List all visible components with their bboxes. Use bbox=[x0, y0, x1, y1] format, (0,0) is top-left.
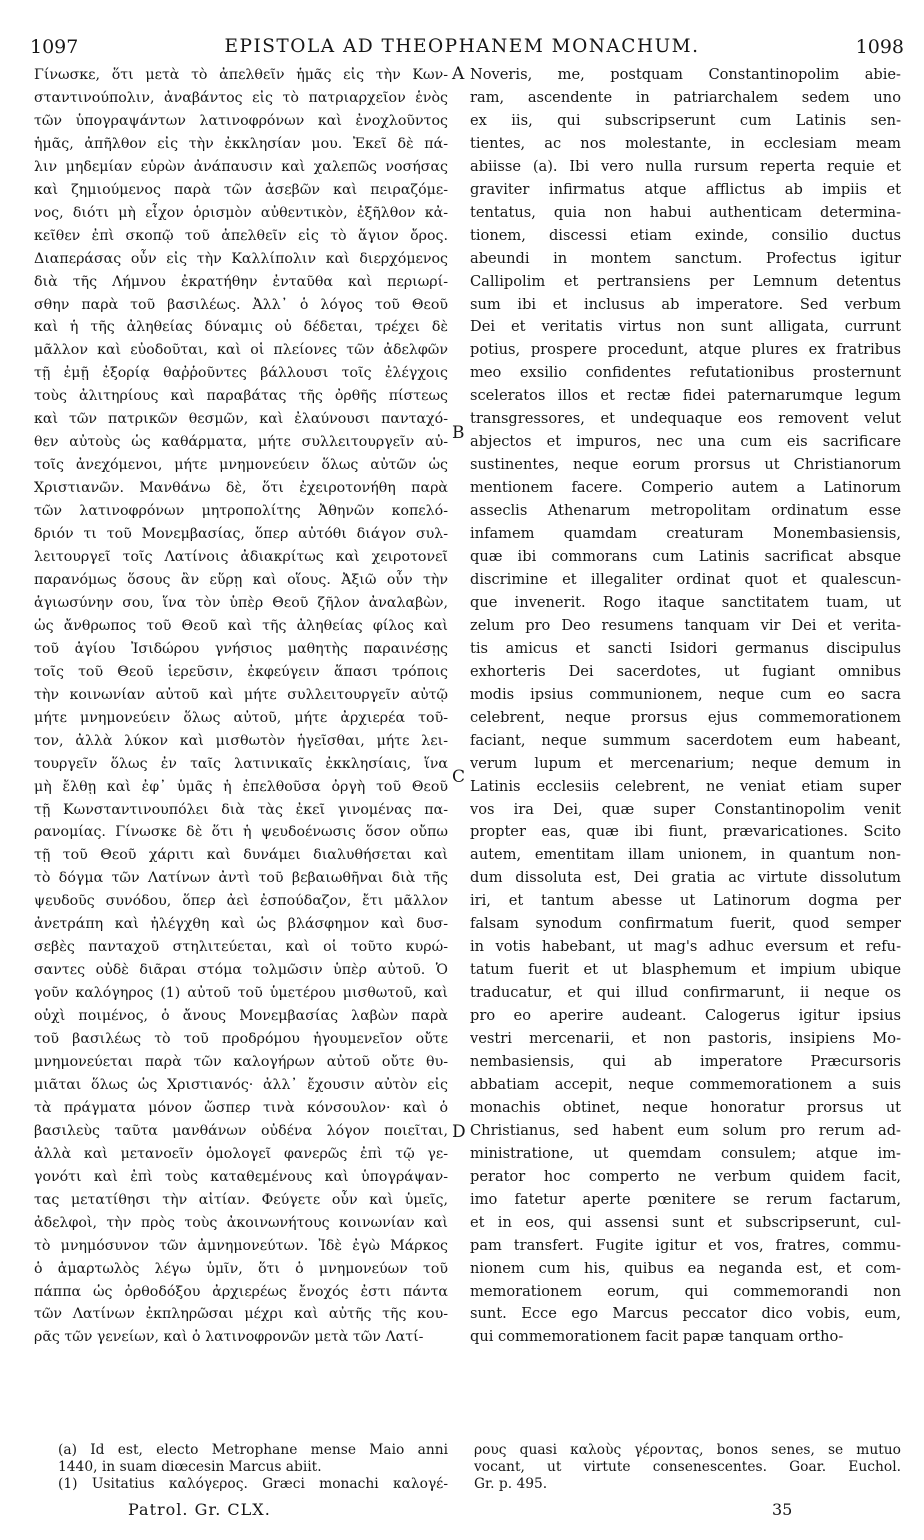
latin-text-line: mentionem facere. Comperio autem a Latinorum bbox=[470, 479, 901, 497]
margin-letter-c: C bbox=[452, 767, 466, 787]
greek-text-line: παρανόμως ὅσους ἂν εὕρῃ καὶ οἵους. Ἀξιῶ οὖν τὴν bbox=[34, 571, 448, 588]
latin-text-line: falsam synodum confirmatum fuerit, quod semper bbox=[470, 915, 901, 933]
latin-text-line: ram, ascendente in patriarchalem sedem uno bbox=[470, 88, 901, 106]
margin-letter-b: B bbox=[452, 423, 465, 443]
greek-text-line: ἀδελφοὶ, τὴν πρὸς τοὺς ἀκοινωνήτους κοινωνίαν καὶ bbox=[34, 1214, 448, 1231]
latin-text-line: vestri mercenarii, et non pastoris, insipiens Mo- bbox=[470, 1030, 901, 1048]
footnote-line: (1) Usitatius καλόγερος. Græci monachi καλογέ- bbox=[58, 1476, 448, 1492]
greek-text-line: τῇ τοῦ Θεοῦ χάριτι καὶ δυνάμει διαλυθήσεται καὶ bbox=[34, 847, 448, 864]
greek-text-line: τὸ δόγμα τῶν Λατίνων ἀντὶ τοῦ βεβαιωθῆναι διὰ τῆς bbox=[34, 870, 448, 887]
greek-text-line: τὰ πράγματα μόνον ὥσπερ τινὰ κόνσουλον· καὶ ὁ bbox=[34, 1099, 448, 1116]
latin-text-line: et in eos, qui assensi sunt et subscripserunt, cul- bbox=[470, 1213, 901, 1231]
margin-letter-a: A bbox=[452, 64, 465, 84]
greek-text-line: τῇ Κωνσταντινουπόλει διὰ τὰς ἐκεῖ γινομένας πα- bbox=[34, 801, 448, 818]
latin-text-line: asseclis Athenarum metropolitam ordinatum esse bbox=[470, 502, 901, 520]
footnotes-left bbox=[58, 1442, 448, 1493]
greek-text-line: Χριστιανῶν. Μανθάνω δὲ, ὅτι ἐχειροτονήθη παρὰ bbox=[34, 480, 448, 497]
signature-mark: Patrol. Gr. CLX. bbox=[128, 1500, 271, 1519]
greek-text-line: ἀνετράπη καὶ ἠλέγχθη καὶ ὡς βλάσφημον καὶ δυσ- bbox=[34, 916, 448, 933]
latin-text-line: iri, et tantum abesse ut Latinorum dogma per bbox=[470, 892, 901, 910]
greek-text-line: μιᾶται ὅλως ὡς Χριστιανός· ἀλλ᾽ ἔχουσιν αὐτὸν εἰς bbox=[34, 1076, 448, 1093]
greek-text-line: σθην παρὰ τοῦ βασιλέως. Ἀλλ᾽ ὁ λόγος τοῦ Θεοῦ bbox=[34, 296, 448, 313]
greek-text-line: Γίνωσκε, ὅτι μετὰ τὸ ἀπελθεῖν ἡμᾶς εἰς τὴν Κων- bbox=[34, 67, 448, 83]
greek-text-line: τουργεῖν ὅλως ἐν ταῖς λατινικαῖς ἐκκλησίαις, ἵνα bbox=[34, 755, 448, 772]
footnote-line: vocant, ut virtute consenescentes. Goar. Euchol. bbox=[474, 1459, 901, 1475]
greek-text-line: καὶ ζημιούμενος παρὰ τῶν ἀσεβῶν καὶ πειραζόμε- bbox=[34, 181, 448, 198]
latin-text-line: nembasiensis, qui ab imperatore Præcursoris bbox=[470, 1052, 901, 1070]
latin-text-column bbox=[470, 64, 901, 1349]
latin-text-line: qui commemorationem facit papæ tanquam ortho- bbox=[470, 1328, 844, 1346]
latin-text-line: traducatur, et qui illud confirmarunt, ii neque os bbox=[470, 984, 901, 1002]
greek-text-line: τον, ἀλλὰ λύκον καὶ μισθωτὸν ἡγεῖσθαι, μήτε λει- bbox=[34, 732, 448, 749]
latin-text-line: transgressores, et undequaque eos removent velut bbox=[470, 410, 901, 428]
greek-text-line: σεβὲς πανταχοῦ στηλιτεύεται, καὶ οἱ τοῦτο κυρώ- bbox=[34, 939, 448, 956]
greek-text-line: ὡς ἄνθρωπος τοῦ Θεοῦ καὶ τῆς ἀληθείας φίλος καὶ bbox=[34, 617, 448, 634]
latin-text-line: autem, ementitam illam unionem, in quantum non- bbox=[470, 846, 901, 864]
latin-text-line: tis amicus et sancti Isidori germanus discipulus bbox=[470, 639, 901, 657]
greek-text-line: οὐχὶ ποιμένος, ὁ ἄνους Μονεμβασίας λαβὼν παρὰ bbox=[34, 1008, 448, 1025]
greek-text-line: μνημονεύεται παρὰ τῶν καλογήρων αὐτοῦ οὔτε θυ- bbox=[34, 1053, 448, 1070]
greek-text-line: μήτε μνημονεύειν ὅλως αὐτοῦ, μήτε ἀρχιερέα τοῦ- bbox=[34, 709, 448, 726]
greek-text-line: γοῦν καλόγηρος (1) αὐτοῦ τοῦ ὑμετέρου μισθωτοῦ, καὶ bbox=[34, 985, 448, 1002]
greek-text-column bbox=[34, 64, 448, 1349]
greek-text-line: γονότι καὶ ἐπὶ τοὺς καταθεμένους καὶ ὑπογράψαν- bbox=[34, 1168, 448, 1185]
latin-text-line: zelum pro Deo resumens tanquam vir Dei et verita- bbox=[470, 616, 901, 634]
footnote-line: (a) Id est, electo Metrophane mense Maio anni bbox=[58, 1442, 448, 1458]
latin-text-line: infamem quamdam creaturam Monembasiensis, bbox=[470, 525, 901, 543]
greek-text-line: ἁγιωσύνην σου, ἵνα τὸν ὑπὲρ Θεοῦ ζῆλον ἀναλαβὼν, bbox=[34, 594, 448, 611]
latin-text-line: faciant, neque summum sacerdotem eum habeant, bbox=[470, 731, 901, 749]
greek-text-line: λειτουργεῖ τοῖς Λατίνοις ἀδιακρίτως καὶ χειροτονεῖ bbox=[34, 549, 448, 566]
greek-text-line: τοὺς ἀλιτηρίους καὶ παραβάτας τῆς ὀρθῆς πίστεως bbox=[34, 388, 448, 405]
latin-text-line: dum dissoluta est, Dei gratia ac virtute dissolutum bbox=[470, 869, 901, 887]
greek-text-line: σαντες οὐδὲ διᾶραι στόμα τολμῶσιν ὑπὲρ αὐτοῦ. Ὁ bbox=[34, 962, 448, 979]
footnote-line: ρους quasi καλοὺς γέροντας, bonos senes, se mutuo bbox=[474, 1442, 901, 1458]
greek-text-line: ἀλλὰ καὶ μετανοεῖν ὁμολογεῖ φανερῶς ἐπὶ τῷ γε- bbox=[34, 1145, 448, 1162]
latin-text-line: nionem cum his, quibus ea neganda est, et com- bbox=[470, 1259, 901, 1277]
latin-text-line: abjectos et impuros, nec una cum eis sacrificare bbox=[470, 433, 901, 451]
greek-text-line: θεν αὐτοὺς ὡς καθάρματα, μήτε συλλειτουργεῖν αὐ- bbox=[34, 434, 448, 451]
latin-text-line: quæ ibi commorans cum Latinis sacrificat absque bbox=[470, 548, 901, 566]
running-title: EPISTOLA AD THEOPHANEM MONACHUM. bbox=[224, 36, 700, 57]
latin-text-line: abbatiam accepit, neque commemorationem a suis bbox=[470, 1075, 901, 1093]
greek-text-line: τοῦ ἁγίου Ἰσιδώρου γνήσιος μαθητὴς παραινέσῃς bbox=[34, 640, 448, 657]
greek-text-line: βασιλεὺς ταῦτα μανθάνων οὐδένα λόγον ποιεῖται, bbox=[34, 1122, 448, 1139]
greek-text-line: καὶ ἡ τῆς ἀληθείας δύναμις οὐ δέδεται, τρέχει δὲ bbox=[34, 319, 448, 336]
latin-text-line: vos ira Dei, quæ super Constantinopolim venit bbox=[470, 800, 901, 818]
latin-text-line: tentatus, quia non habui authenticam determina- bbox=[470, 203, 901, 221]
greek-text-line: τῇ ἐμῇ ἐξορίᾳ θαῤῥοῦντες βάλλουσι τοῖς ἐλέγχοις bbox=[34, 365, 448, 382]
latin-text-line: propter eas, quæ ibi fiunt, prævaricationes. Scito bbox=[470, 823, 901, 841]
greek-text-line: λιν μηδεμίαν εὑρὼν ἀνάπαυσιν καὶ χαλεπῶς νοσήσας bbox=[34, 158, 448, 175]
latin-text-line: sustinentes, neque eorum prorsus ut Christianorum bbox=[470, 456, 901, 474]
latin-text-line: potius, prospere procedunt, atque plures ex fratribus bbox=[470, 341, 901, 359]
latin-text-line: tionem, discessi etiam exinde, consilio ductus bbox=[470, 226, 901, 244]
greek-text-line: δριόν τι τοῦ Μονεμβασίας, ὅπερ αὐτόθι διάγον συλ- bbox=[34, 526, 448, 543]
latin-text-line: imo fatetur aperte pœnitere se rerum factarum, bbox=[470, 1190, 901, 1208]
greek-text-line: κεῖθεν ἐπὶ σκοπῷ τοῦ ἀπελθεῖν εἰς τὸ ἅγιον ὄρος. bbox=[34, 227, 448, 244]
latin-text-line: ex iis, qui subscripserunt cum Latinis sen- bbox=[470, 111, 901, 129]
latin-text-line: modis ipsius communionem, neque cum eo sacra bbox=[470, 685, 901, 703]
greek-text-line: Διαπεράσας οὖν εἰς τὴν Καλλίπολιν καὶ διερχόμενος bbox=[34, 250, 448, 267]
greek-text-line: τὴν κοινωνίαν αὐτοῦ καὶ μήτε συλλειτουργεῖν αὐτῷ bbox=[34, 686, 448, 703]
latin-text-line: sceleratos illos et rectæ fidei paternarumque legum bbox=[470, 387, 901, 405]
latin-text-line: pro eo aperire audeant. Calogerus igitur ipsius bbox=[470, 1007, 901, 1025]
latin-text-line: sum ibi et inclusus ab imperatore. Sed verbum bbox=[470, 295, 901, 313]
latin-text-line: monachis obtinet, neque honoratur prorsus ut bbox=[470, 1098, 901, 1116]
greek-text-line: ὁ ἁμαρτωλὸς λέγω ὑμῖν, ὅτι ὁ μνημονεύων τοῦ bbox=[34, 1260, 448, 1277]
latin-text-line: pam transfert. Fugite igitur et vos, fratres, commu- bbox=[470, 1236, 901, 1254]
footnote-line: Gr. p. 495. bbox=[474, 1476, 548, 1492]
greek-text-line: διὰ τῆς Λήμνου ἐκρατήθην ἐνταῦθα καὶ περιωρί- bbox=[34, 273, 448, 290]
latin-text-line: verum lupum et mercenarium; neque demum in bbox=[470, 754, 901, 772]
latin-text-line: meo exsilio confidentes refutationibus prosternunt bbox=[470, 364, 901, 382]
greek-text-line: πάππα ὡς ὀρθοδόξου ἀρχιερέως ἔνοχός ἐστι πάντα bbox=[34, 1283, 448, 1300]
greek-text-line: καὶ τῶν πατρικῶν θεσμῶν, καὶ ἐλαύνουσι πανταχό- bbox=[34, 411, 448, 428]
footnote-line: 1440, in suam diœcesin Marcus abiit. bbox=[58, 1459, 322, 1475]
latin-text-line: discrimine et illegaliter ordinat quot et qualescun- bbox=[470, 570, 901, 588]
latin-text-line: abeundi in montem sanctum. Profectus igitur bbox=[470, 249, 901, 267]
latin-text-line: celebrent, neque prorsus ejus commemorationem bbox=[470, 708, 901, 726]
page-number-right: 1098 bbox=[855, 36, 904, 58]
latin-text-line: memorationem eorum, qui commemorandi non bbox=[470, 1282, 901, 1300]
latin-text-line: ministratione, ut quemdam consulem; atque im- bbox=[470, 1144, 901, 1162]
greek-text-line: ψευδοῦς συνόδου, ὅπερ ἀεὶ ἐσπούδαζον, ἔτι μᾶλλον bbox=[34, 893, 448, 910]
greek-text-line: τοῦ βασιλέως τὸ τοῦ προδρόμου ἡγουμενεῖον οὔτε bbox=[34, 1031, 448, 1048]
greek-text-line: ρανομίας. Γίνωσκε δὲ ὅτι ἡ ψευδοένωσις ὅσον οὔπω bbox=[34, 824, 448, 841]
latin-text-line: graviter infirmatus atque afflictus ab impiis et bbox=[470, 180, 901, 198]
greek-text-line: τοῖς ἀνεχόμενοι, μήτε μνημονεύειν ὅλως αὐτῶν ὡς bbox=[34, 457, 448, 474]
page-header bbox=[0, 36, 924, 60]
latin-text-line: Noveris, me, postquam Constantinopolim abie- bbox=[470, 66, 901, 83]
greek-text-line: μᾶλλον καὶ εὐοδοῦται, καὶ οἱ πλείονες τῶν ἀδελφῶν bbox=[34, 342, 448, 359]
latin-text-line: tientes, ac nos molestante, in ecclesiam meam bbox=[470, 134, 901, 152]
greek-text-line: τῶν Λατίνων ἐκπληρῶσαι μέχρι καὶ αὐτῆς τῆς κου- bbox=[34, 1306, 448, 1323]
greek-text-line: ρᾶς τῶν γενείων, καὶ ὁ λατινοφρονῶν μετὰ τῶν Λατί- bbox=[34, 1329, 424, 1346]
greek-text-line: τὸ μνημόσυνον τῶν ἀμνημονεύτων. Ἰδὲ ἐγὼ Μάρκος bbox=[34, 1237, 448, 1254]
latin-text-line: tatum fuerit et ut blasphemum et impium ubique bbox=[470, 961, 901, 979]
latin-text-line: Christianus, sed habent eum solum pro rerum ad- bbox=[470, 1121, 901, 1139]
greek-text-line: τῶν λατινοφρόνων μητροπολίτης Ἀθηνῶν κοπελό- bbox=[34, 503, 448, 520]
footnotes-right bbox=[474, 1442, 901, 1493]
page-number-left: 1097 bbox=[30, 36, 79, 58]
latin-text-line: perator hoc comperto ne verbum quidem facit, bbox=[470, 1167, 901, 1185]
latin-text-line: abiisse (a). Ibi vero nulla rursum reperta requie et bbox=[470, 157, 901, 175]
latin-text-line: Latinis ecclesiis celebrent, ne veniat etiam super bbox=[470, 777, 901, 795]
greek-text-line: ἡμᾶς, ἀπῆλθον εἰς τὴν ἐκκλησίαν μου. Ἐκεῖ δὲ πά- bbox=[34, 135, 448, 152]
latin-text-line: Dei et veritatis virtus non sunt alligata, currunt bbox=[470, 318, 901, 336]
greek-text-line: τῶν ὑπογραψάντων λατινοφρόνων καὶ ἐνοχλοῦντος bbox=[34, 112, 448, 129]
latin-text-line: que invenerit. Rogo itaque sanctitatem tuam, ut bbox=[470, 593, 901, 611]
sheet-number: 35 bbox=[772, 1500, 793, 1519]
greek-text-line: τας μετατίθησι τὴν αἰτίαν. Φεύγετε οὖν καὶ ὑμεῖς, bbox=[34, 1191, 448, 1208]
greek-text-line: τοῖς τοῦ Θεοῦ ἱερεῦσιν, ἐκφεύγειν ἅπασι τρόποις bbox=[34, 663, 448, 680]
latin-text-line: sunt. Ecce ego Marcus peccator dico vobis, eum, bbox=[470, 1305, 901, 1323]
latin-text-line: Callipolim et pertransiens per Lemnum detentus bbox=[470, 272, 901, 290]
margin-letter-d: D bbox=[452, 1122, 466, 1142]
latin-text-line: exhorteris Dei sacerdotes, ut fugiant omnibus bbox=[470, 662, 901, 680]
greek-text-line: νος, διότι μὴ εἶχον ὁρισμὸν αὐθεντικὸν, ἐξῆλθον κἀ- bbox=[34, 204, 448, 221]
greek-text-line: μὴ ἔλθῃ καὶ ἐφ᾽ ὑμᾶς ἡ ἐπελθοῦσα ὀργὴ τοῦ Θεοῦ bbox=[34, 778, 448, 795]
latin-text-line: in votis habebant, ut mag's adhuc eversum et refu- bbox=[470, 938, 901, 956]
greek-text-line: σταντινούπολιν, ἀναβάντος εἰς τὸ πατριαρχεῖον ἑνὸς bbox=[34, 89, 448, 106]
